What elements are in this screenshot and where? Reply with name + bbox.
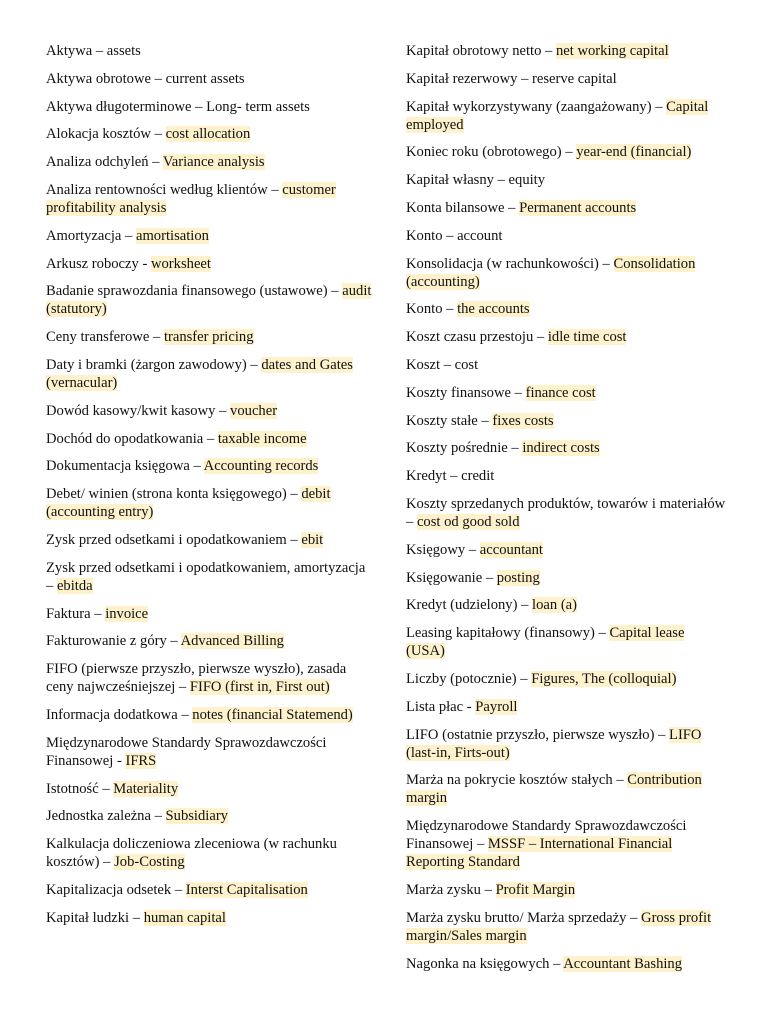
glossary-entry: [406, 698, 726, 716]
english-term-highlight: debit (accounting entry): [46, 486, 331, 521]
english-term-highlight: cost od good sold: [416, 513, 520, 530]
english-term-highlight: notes (financial Statemend): [192, 706, 353, 723]
polish-term: Księgowanie –: [406, 569, 497, 586]
polish-term: Dokumentacja księgowa –: [46, 458, 204, 475]
english-term-highlight: customer profitability analysis: [46, 181, 336, 216]
glossary-entry: [46, 153, 376, 171]
polish-term: Ceny transferowe –: [46, 329, 164, 346]
english-term-highlight: Permanent accounts: [519, 199, 637, 216]
glossary-entry: [46, 632, 376, 650]
polish-term: Faktura –: [46, 605, 106, 622]
glossary-entry: [406, 495, 726, 531]
polish-term: Aktywa długoterminowe – Long- term assets: [46, 98, 310, 115]
glossary-entry: [406, 955, 726, 973]
polish-term: Analiza odchyleń –: [46, 154, 163, 171]
glossary-entry: [46, 255, 376, 273]
glossary-entry: [406, 412, 726, 430]
english-term-highlight: MSSF – International Financial Reporting Standard: [406, 836, 673, 871]
glossary-entry: [406, 356, 726, 374]
english-term-highlight: accountant: [479, 541, 543, 558]
glossary-entry: [46, 706, 376, 724]
polish-term: Kapitał ludzki –: [46, 909, 144, 926]
glossary-entry: [46, 70, 376, 88]
polish-term: Arkusz roboczy -: [46, 255, 151, 272]
english-term-highlight: worksheet: [150, 255, 211, 272]
english-term-highlight: human capital: [143, 909, 226, 926]
english-term-highlight: dates and Gates (vernacular): [46, 356, 353, 391]
glossary-entry: [46, 125, 376, 143]
english-term-highlight: year-end (financial): [576, 144, 692, 161]
english-term-highlight: Accounting records: [203, 458, 319, 475]
glossary-entry: [46, 909, 376, 927]
english-term-highlight: the accounts: [457, 301, 530, 318]
glossary-entry: [406, 171, 726, 189]
glossary-entry: [406, 569, 726, 587]
glossary-entry: [46, 559, 376, 595]
english-term-highlight: Accountant Bashing: [563, 955, 683, 972]
glossary-entry: [406, 42, 726, 60]
glossary-entry: [406, 726, 726, 762]
english-term-highlight: Subsidiary: [165, 808, 228, 825]
glossary-entry: [406, 439, 726, 457]
glossary-entry: [46, 807, 376, 825]
english-term-highlight: Job-Costing: [114, 854, 185, 871]
polish-term: Konto – account: [406, 227, 503, 244]
glossary-entry: [406, 255, 726, 291]
polish-term: Międzynarodowe Standardy Sprawozdawczości Finansowej -: [46, 734, 327, 769]
polish-term: Zysk przed odsetkami i opodatkowaniem, amortyzacja –: [46, 559, 366, 594]
glossary-entry: [406, 143, 726, 161]
glossary-entry: [46, 430, 376, 448]
english-term-highlight: idle time cost: [547, 329, 627, 346]
glossary-entry: [406, 670, 726, 688]
polish-term: Aktywa – assets: [46, 43, 141, 59]
glossary-entry: [46, 402, 376, 420]
polish-term: Konsolidacja (w rachunkowości) –: [406, 255, 614, 272]
polish-term: Fakturowanie z góry –: [46, 633, 181, 650]
polish-term: Kapitał obrotowy netto –: [406, 43, 556, 59]
english-term-highlight: ebit: [301, 531, 324, 548]
polish-term: Nagonka na księgowych –: [406, 955, 564, 972]
polish-term: Konto –: [406, 301, 458, 318]
glossary-entry: [406, 227, 726, 245]
glossary-entry: [406, 881, 726, 899]
polish-term: Koszt czasu przestoju –: [406, 329, 548, 346]
glossary-entry: [46, 282, 376, 318]
polish-term: Alokacja kosztów –: [46, 126, 166, 143]
polish-term: Amortyzacja –: [46, 227, 136, 244]
glossary-entry: [406, 624, 726, 660]
polish-term: Daty i bramki (żargon zawodowy) –: [46, 356, 262, 373]
polish-term: LIFO (ostatnie przyszło, pierwsze wyszło) –: [406, 726, 670, 743]
polish-term: Koszty sprzedanych produktów, towarów i materiałów –: [406, 495, 726, 530]
glossary-entry: [46, 605, 376, 623]
polish-term: Marża na pokrycie kosztów stałych –: [406, 772, 628, 789]
glossary-column-left: [46, 42, 376, 937]
english-term-highlight: Capital employed: [406, 98, 709, 133]
glossary-entry: [46, 356, 376, 392]
english-term-highlight: Advanced Billing: [180, 633, 284, 650]
polish-term: Kapitał wykorzystywany (zaangażowany) –: [406, 98, 667, 115]
glossary-entry: [46, 531, 376, 549]
glossary-entry: [46, 457, 376, 475]
glossary-entry: [46, 485, 376, 521]
glossary-entry: [46, 780, 376, 798]
english-term-highlight: taxable income: [217, 430, 307, 447]
english-term-highlight: Interst Capitalisation: [185, 881, 308, 898]
english-term-highlight: Consolidation (accounting): [406, 255, 696, 290]
glossary-entry: [406, 98, 726, 134]
english-term-highlight: FIFO (first in, First out): [189, 679, 330, 696]
english-term-highlight: amortisation: [135, 227, 209, 244]
english-term-highlight: loan (a): [532, 597, 578, 614]
english-term-highlight: Payroll: [475, 698, 518, 715]
english-term-highlight: net working capital: [555, 43, 669, 59]
polish-term: Lista płac -: [406, 698, 476, 715]
glossary-entry: [406, 70, 726, 88]
polish-term: Koszty stałe –: [406, 412, 493, 429]
polish-term: Istotność –: [46, 780, 114, 797]
polish-term: Analiza rentowności według klientów –: [46, 181, 283, 198]
polish-term: Jednostka zależna –: [46, 808, 166, 825]
english-term-highlight: Contribution margin: [406, 772, 702, 807]
english-term-highlight: posting: [496, 569, 540, 586]
glossary-entry: [406, 909, 726, 945]
glossary-entry: [406, 541, 726, 559]
polish-term: Koszty finansowe –: [406, 384, 526, 401]
polish-term: Aktywa obrotowe – current assets: [46, 70, 245, 87]
polish-term: Międzynarodowe Standardy Sprawozdawczości Finansowej –: [406, 818, 687, 853]
polish-term: Kredyt (udzielony) –: [406, 597, 533, 614]
english-term-highlight: audit (statutory): [46, 283, 372, 318]
english-term-highlight: cost allocation: [165, 126, 251, 143]
glossary-entry: [406, 596, 726, 614]
english-term-highlight: Figures, The (colloquial): [531, 670, 677, 687]
glossary-entry: [46, 42, 376, 60]
polish-term: Koszty pośrednie –: [406, 440, 523, 457]
glossary-entry: [46, 328, 376, 346]
english-term-highlight: LIFO (last-in, Firts-out): [406, 726, 702, 761]
english-term-highlight: indirect costs: [522, 440, 600, 457]
english-term-highlight: ebitda: [56, 577, 93, 594]
polish-term: Marża zysku brutto/ Marża sprzedaży –: [406, 909, 642, 926]
polish-term: Zysk przed odsetkami i opodatkowaniem –: [46, 531, 302, 548]
english-term-highlight: transfer pricing: [163, 329, 254, 346]
glossary-entry: [406, 384, 726, 402]
polish-term: FIFO (pierwsze przyszło, pierwsze wyszło), zasada ceny najwcześniejszej –: [46, 661, 347, 696]
glossary-entry: [46, 227, 376, 245]
polish-term: Badanie sprawozdania finansowego (ustawowe) –: [46, 283, 343, 300]
english-term-highlight: voucher: [230, 402, 278, 419]
glossary-column-right: [406, 42, 726, 982]
polish-term: Kapitał rezerwowy – reserve capital: [406, 70, 617, 87]
polish-term: Konta bilansowe –: [406, 199, 520, 216]
english-term-highlight: fixes costs: [492, 412, 554, 429]
english-term-highlight: Gross profit margin/Sales margin: [406, 909, 712, 944]
polish-term: Koszt – cost: [406, 356, 479, 373]
glossary-entry: [406, 328, 726, 346]
glossary-entry: [46, 734, 376, 770]
glossary-entry: [406, 300, 726, 318]
english-term-highlight: Capital lease (USA): [406, 625, 685, 660]
polish-term: Marża zysku –: [406, 881, 496, 898]
glossary-entry: [46, 881, 376, 899]
polish-term: Informacja dodatkowa –: [46, 706, 193, 723]
polish-term: Kredyt – credit: [406, 468, 495, 485]
polish-term: Kapitalizacja odsetek –: [46, 881, 186, 898]
glossary-entry: [406, 771, 726, 807]
english-term-highlight: Variance analysis: [162, 154, 265, 171]
glossary-entry: [46, 835, 376, 871]
glossary-entry: [406, 467, 726, 485]
english-term-highlight: finance cost: [525, 384, 596, 401]
polish-term: Kapitał własny – equity: [406, 172, 546, 189]
polish-term: Liczby (potocznie) –: [406, 670, 532, 687]
polish-term: Dochód do opodatkowania –: [46, 430, 218, 447]
english-term-highlight: Materiality: [113, 780, 179, 797]
polish-term: Debet/ winien (strona konta księgowego) –: [46, 486, 302, 503]
english-term-highlight: invoice: [105, 605, 149, 622]
glossary-entry: [46, 98, 376, 116]
glossary-entry: [46, 181, 376, 217]
polish-term: Księgowy –: [406, 541, 480, 558]
glossary-entry: [406, 817, 726, 871]
polish-term: Dowód kasowy/kwit kasowy –: [46, 402, 231, 419]
polish-term: Koniec roku (obrotowego) –: [406, 144, 577, 161]
polish-term: Leasing kapitałowy (finansowy) –: [406, 625, 610, 642]
glossary-entry: [46, 660, 376, 696]
english-term-highlight: Profit Margin: [495, 881, 576, 898]
glossary-entry: [406, 199, 726, 217]
polish-term: Kalkulacja doliczeniowa zleceniowa (w rachunku kosztów) –: [46, 836, 337, 871]
english-term-highlight: IFRS: [125, 752, 157, 769]
